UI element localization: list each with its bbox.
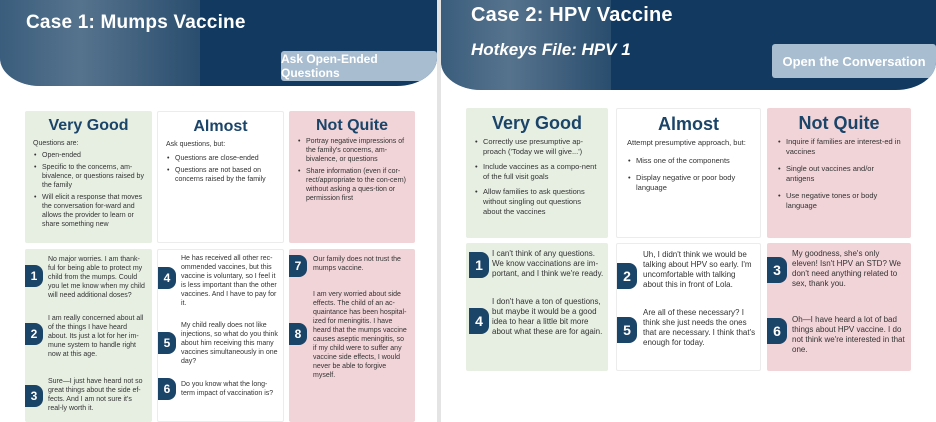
case2-very-good-bullet: • Include vaccines as a compo-nent of the full visit goals: [474, 162, 600, 182]
response-text-3[interactable]: Sure—I just have heard not so great things about the side ef-fects. And I am not sure it's real-ly worth it.: [48, 378, 143, 412]
response-number-1: 1: [25, 265, 43, 287]
response-text-6[interactable]: Do you know what the long-term impact of vaccination is?: [181, 381, 274, 397]
case2-almost-bullet: • Display negative or poor body language: [627, 173, 752, 193]
response-text-7[interactable]: Our family does not trust the mumps vaccine.: [313, 256, 401, 272]
case1-almost-column: [157, 111, 284, 243]
case1-not-quite-bullet: • Share information (even if cor-rect/appropriate to the con-cern) without asking a ques-tion or permission first: [297, 167, 407, 203]
hpv-response-text-6[interactable]: Oh—I have heard a lot of bad things about HPV vaccine. I do not think we're interested in that one.: [792, 315, 905, 354]
case2-not-quite-column: [767, 108, 911, 238]
response-number-5: 5: [158, 332, 176, 354]
response-number-3: 3: [25, 385, 43, 407]
hpv-response-number-3: 3: [767, 257, 787, 283]
case1-banner: [0, 0, 437, 86]
case2-responses-not-quite: [767, 243, 911, 371]
case2-very-good-bullet: • Correctly use presumptive ap-proach ('Today we will give...'): [474, 137, 600, 157]
case2-very-good-column: [466, 108, 608, 238]
case1-almost-bullet: • Questions are not based on concerns raised by the family: [166, 166, 275, 184]
open-the-conversation-button[interactable]: Open the Conversation: [772, 44, 936, 78]
case2-almost-bullet: • Miss one of the components: [627, 156, 752, 166]
case1-very-good-intro: Questions are:: [33, 140, 79, 147]
case2-very-good-bullet: • Allow families to ask questions without singling out questions about the vaccines: [474, 187, 600, 217]
case2-very-good-header: Very Good: [491, 113, 583, 133]
case1-not-quite-column: [289, 111, 415, 243]
response-number-2: 2: [25, 323, 43, 345]
case2-almost-intro: Attempt presumptive approach, but:: [627, 138, 746, 147]
hpv-response-number-5: 5: [617, 317, 637, 343]
case2-panel: [441, 0, 936, 422]
response-number-7: 7: [289, 255, 307, 277]
hpv-response-number-1: 1: [469, 252, 489, 278]
hpv-response-number-4: 4: [469, 308, 489, 334]
case2-title: Case 2: HPV Vaccine: [471, 4, 673, 26]
case1-very-good-bullet: • Specific to the concerns, am-bivalence, or questions raised by the family: [33, 163, 144, 190]
case2-not-quite-bullet: • Use negative tones or body language: [777, 191, 903, 211]
case1-very-good-bullet: • Will elicit a response that moves the conversation for-ward and allows the provider to learn or share something new: [33, 193, 144, 229]
case1-very-good-header: Very Good: [48, 117, 129, 134]
case1-not-quite-header: Not Quite: [316, 117, 388, 134]
case2-not-quite-header: Not Quite: [798, 113, 880, 133]
case1-responses-not-quite: [289, 249, 415, 422]
response-text-4[interactable]: He has received all other rec-ommended vaccines, but this vaccine is voluntary, so I feel it is less important than the other vaccines. And I have to pay for it.: [181, 255, 277, 307]
response-text-5[interactable]: My child really does not like injections, so what do you think about him receiving this many vaccines simultaneously in one day?: [181, 322, 278, 365]
case2-not-quite-bullet: • Inquire if families are interest-ed in vaccines: [777, 137, 903, 157]
response-number-6: 6: [158, 378, 176, 400]
case2-responses-very-good: [466, 243, 608, 371]
response-number-4: 4: [158, 267, 176, 289]
case1-responses-almost: [157, 249, 284, 422]
response-number-8: 8: [289, 323, 307, 345]
hpv-response-text-3[interactable]: My goodness, she's only eleven! Isn't HPV an STD? We don't need anything related to sex, thank you.: [792, 249, 901, 288]
hpv-response-text-1[interactable]: I can't think of any questions. We know vaccinations are im-portant, and I think we're ready.: [492, 249, 604, 278]
case2-almost-header: Almost: [657, 114, 719, 134]
hpv-response-number-2: 2: [617, 263, 637, 289]
response-text-2[interactable]: I am really concerned about all of the things I have heard about. Its just a lot for her im-mune system to handle right now at this age.: [48, 315, 144, 358]
case1-very-good-column: [25, 111, 152, 243]
ask-open-ended-questions-button[interactable]: Ask Open-Ended Questions: [281, 51, 437, 81]
case1-not-quite-bullet: • Portray negative impressions of the family's concerns, am-bivalence, or questions: [297, 137, 407, 164]
hpv-response-number-6: 6: [767, 318, 787, 344]
case2-not-quite-bullet: • Single out vaccines and/or antigens: [777, 164, 903, 184]
case2-hotkeys-file: Hotkeys File: HPV 1: [471, 40, 631, 59]
case1-almost-intro: Ask questions, but:: [166, 141, 226, 148]
hpv-response-text-4[interactable]: I don't have a ton of questions, but maybe it would be a good idea to hear a little bit more about what these are for again.: [492, 297, 603, 336]
case2-almost-column: [616, 108, 761, 238]
case1-responses-very-good: [25, 249, 152, 422]
case1-almost-header: Almost: [193, 118, 248, 135]
response-text-1[interactable]: No major worries. I am thank-ful for being able to protect my child from the mumps. Could you let me know when my child will need additional doses?: [48, 256, 145, 299]
case1-almost-bullet: • Questions are close-ended: [166, 154, 275, 163]
hpv-response-text-5[interactable]: Are all of these necessary? I think she just needs the ones that are necessary. I think that's enough for today.: [643, 308, 756, 347]
case1-very-good-bullet: • Open-ended: [33, 151, 144, 160]
case2-banner: [441, 0, 936, 90]
hpv-response-text-2[interactable]: Uh, I didn't think we would be talking about HPV so early. I'm uncomfortable with talking about this in front of Lola.: [643, 250, 752, 289]
case1-panel: [0, 0, 437, 422]
case2-responses-almost: [616, 243, 761, 371]
response-text-8[interactable]: I am very worried about side effects. The child of an ac-quaintance has been hospital-ized for meningitis. I have heard that the mumps vaccine causes aseptic meningitis, so if my child were to suffer any vaccine side effects, I would never be able to forgive myself.: [313, 291, 407, 379]
case1-title: Case 1: Mumps Vaccine: [26, 12, 246, 33]
